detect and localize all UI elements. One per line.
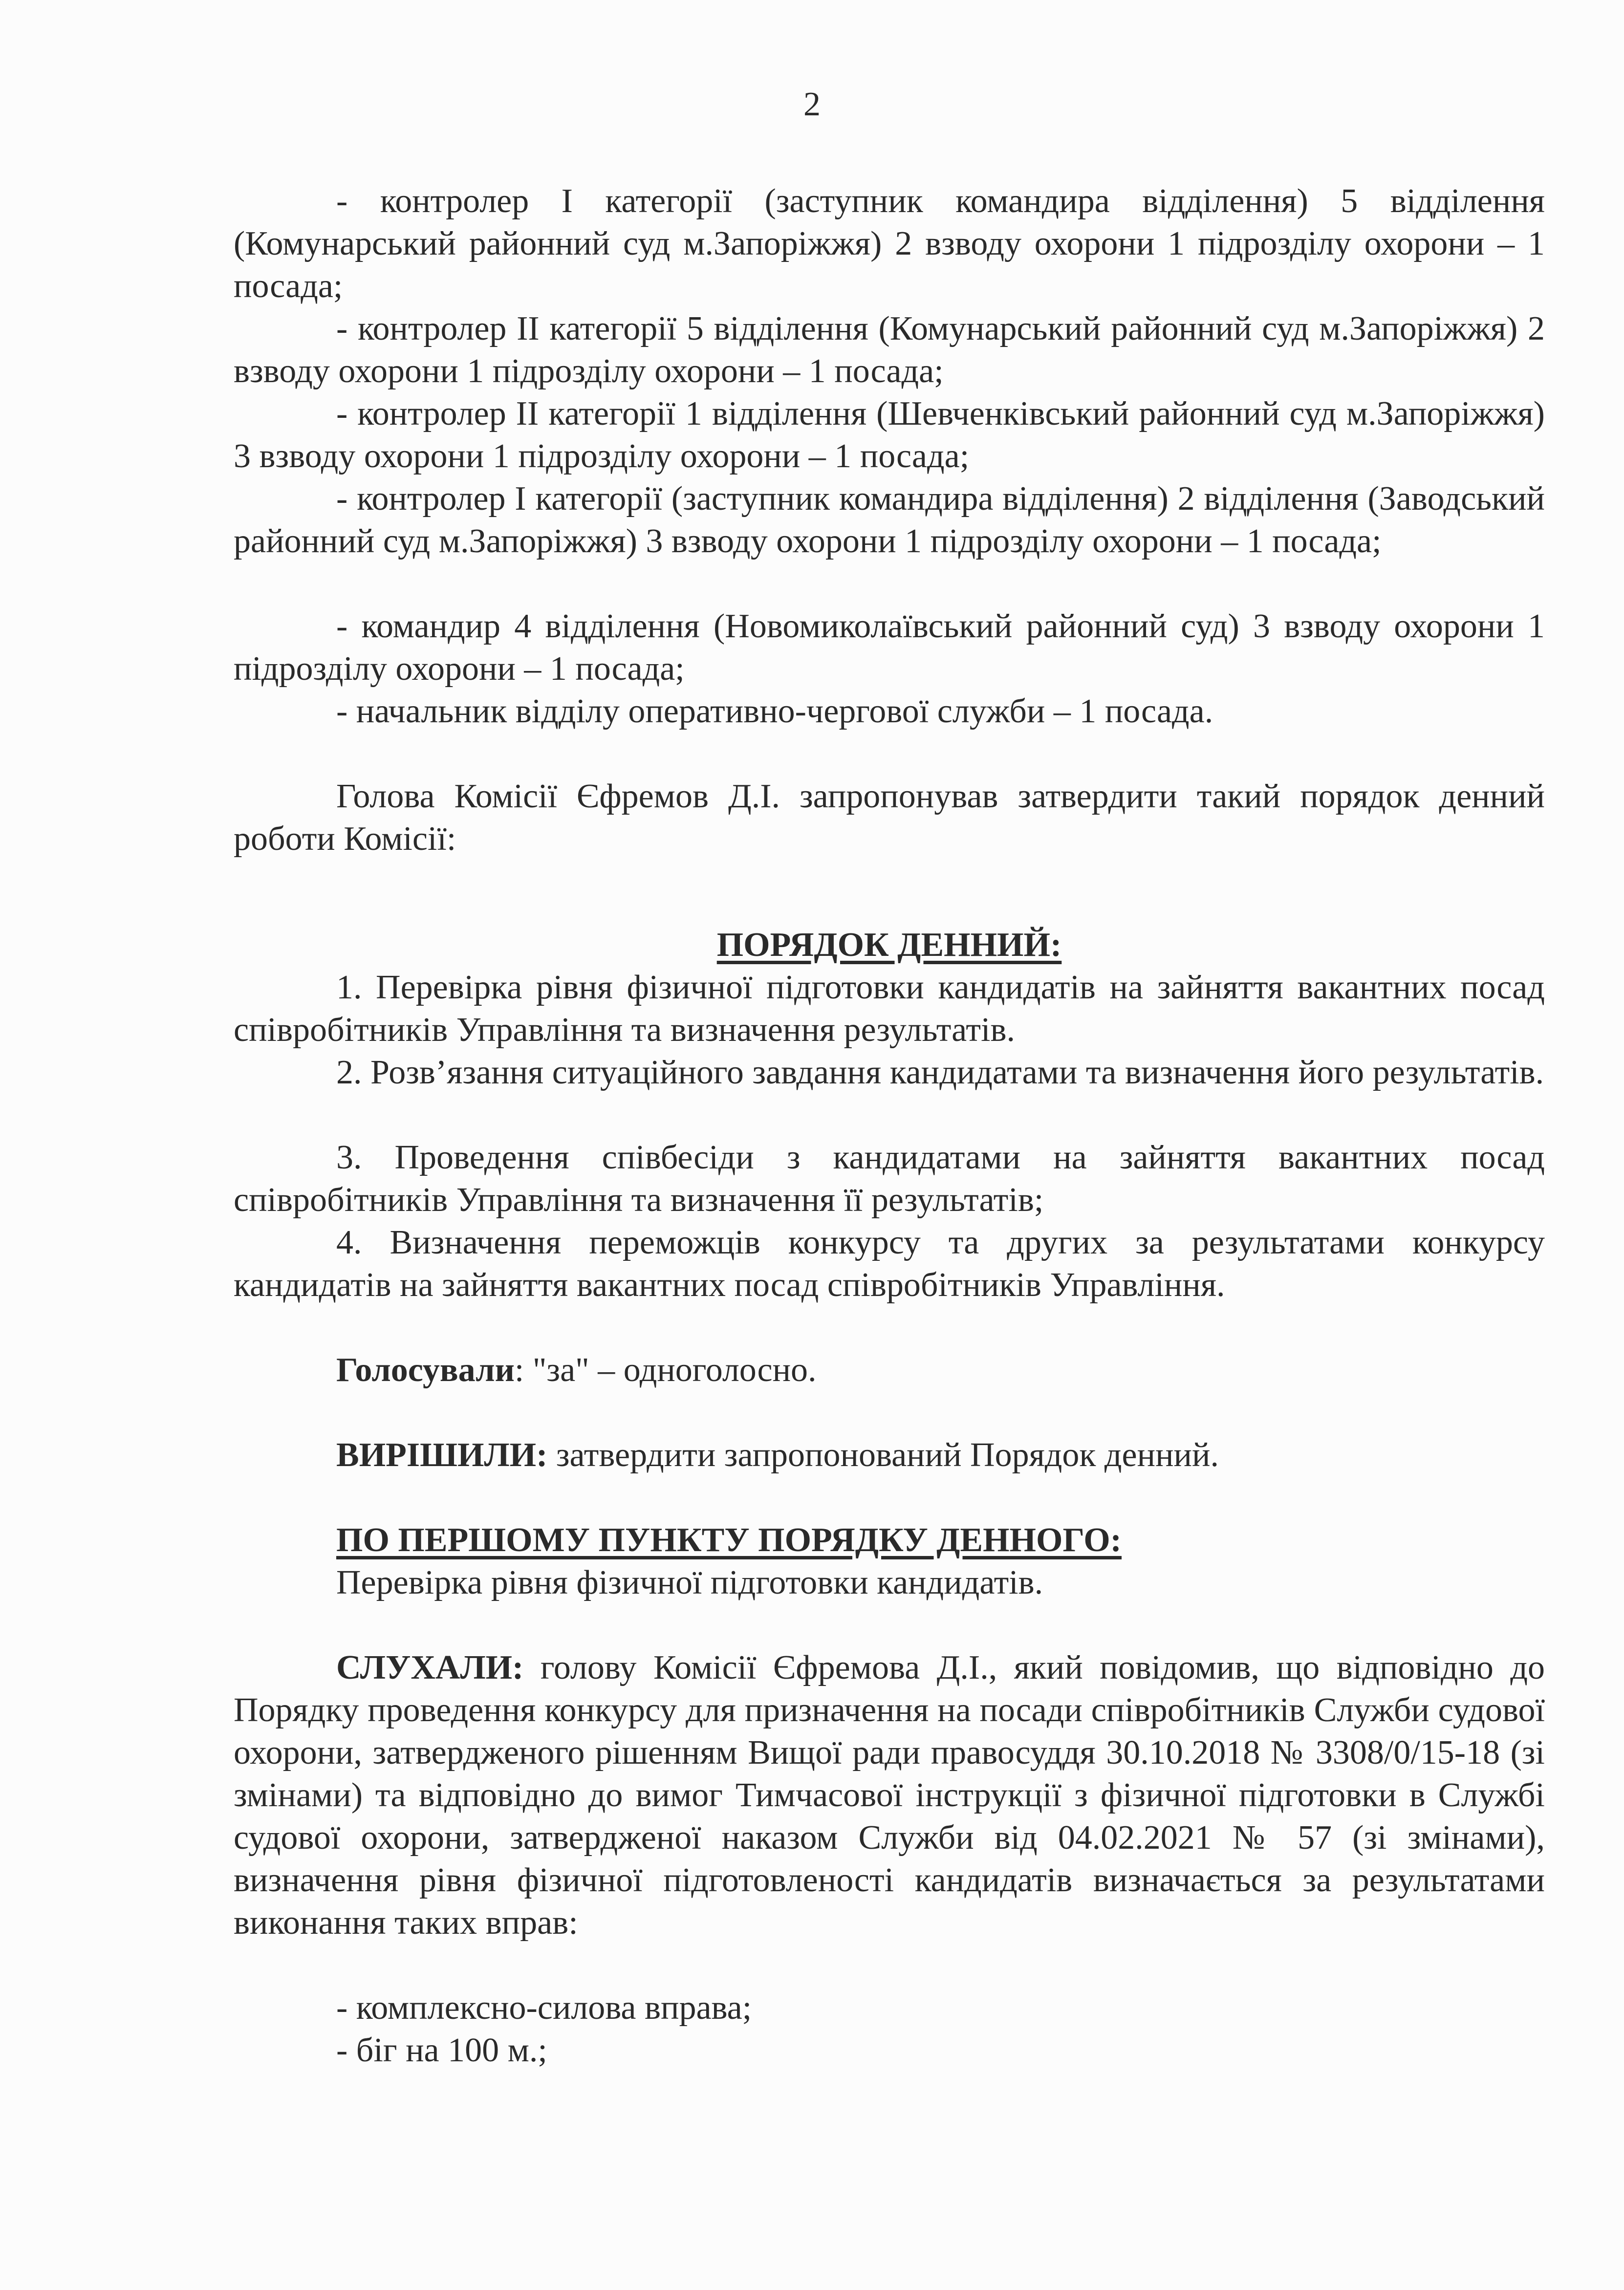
position-item: - контролер І категорії (заступник командира відділення) 2 відділення (Заводський районний суд м.Запоріжжя) 3 взводу охорони 1 підрозділу охорони – 1 посада; (234, 480, 1545, 560)
agenda-item: 4. Визначення переможців конкурсу та других за результатами конкурсу кандидатів на зайняття вакантних посад співробітників Управління. (234, 1224, 1545, 1304)
page-number: 2 (803, 86, 821, 123)
heard-label: СЛУХАЛИ: (336, 1649, 524, 1686)
heard-paragraph (234, 1646, 1545, 1944)
position-item: - командир 4 відділення (Новомиколаївський районний суд) 3 взводу охорони 1 підрозділу охорони – 1 посада; (234, 607, 1545, 688)
position-item: - контролер І категорії (заступник командира відділення) 5 відділення (Комунарський районний суд м.Запоріжжя) 2 взводу охорони 1 підрозділу охорони – 1 посада; (234, 182, 1545, 305)
agenda-title: ПОРЯДОК ДЕННИЙ: (716, 926, 1062, 964)
first-item-heading: ПО ПЕРШОМУ ПУНКТУ ПОРЯДКУ ДЕННОГО: (336, 1521, 1122, 1559)
chair-proposal: Голова Комісії Єфремов Д.І. запропонував затвердити такий порядок денний роботи Комісії: (234, 778, 1545, 858)
agenda-item: 3. Проведення співбесіди з кандидатами на зайняття вакантних посад співробітників Управління та визначення її результатів; (234, 1139, 1545, 1219)
exercise-item: - біг на 100 м.; (336, 2031, 547, 2069)
agenda-item: 2. Розв’язання ситуаційного завдання кандидатами та визначення його результатів. (336, 1054, 1544, 1091)
first-item-subtitle: Перевірка рівня фізичної підготовки кандидатів. (336, 1564, 1043, 1601)
exercise-item: - комплексно-силова вправа; (336, 1989, 752, 2027)
decision-text: затвердити запропонований Порядок денний. (547, 1436, 1219, 1474)
decision-label: ВИРІШИЛИ: (336, 1436, 548, 1474)
position-item: - контролер ІІ категорії 5 відділення (Комунарський районний суд м.Запоріжжя) 2 взводу охорони 1 підрозділу охорони – 1 посада; (234, 310, 1545, 390)
decision (234, 1434, 1545, 1476)
position-item: - начальник відділу оперативно-чергової служби – 1 посада. (336, 692, 1213, 730)
agenda-item: 1. Перевірка рівня фізичної підготовки кандидатів на зайняття вакантних посад співробітників Управління та визначення результатів. (234, 969, 1545, 1049)
heard-text: голову Комісії Єфремова Д.І., який повідомив, що відповідно до Порядку проведення конкурсу для призначення на посади співробітників Служби судової охорони, затвердженого рішенням Вищої ради правосуддя 30.10.2018 № 3308/0/15-18 (зі змінами) та відповідно до вимог Тимчасової інструкції з фізичної підготовки в Службі судової охорони, затвердженої наказом Служби від 04.02.2021 № 57 (зі змінами), визначення рівня фізичної підготовленості кандидатів визначається за результатами виконання таких вправ: (234, 1649, 1545, 1942)
position-item: - контролер ІІ категорії 1 відділення (Шевченківський районний суд м.Запоріжжя) 3 взводу охорони 1 підрозділу охорони – 1 посада; (234, 395, 1545, 475)
vote-result (234, 1349, 1545, 1391)
vote-text: : "за" – одноголосно. (514, 1351, 817, 1389)
vote-label: Голосували (336, 1351, 515, 1389)
